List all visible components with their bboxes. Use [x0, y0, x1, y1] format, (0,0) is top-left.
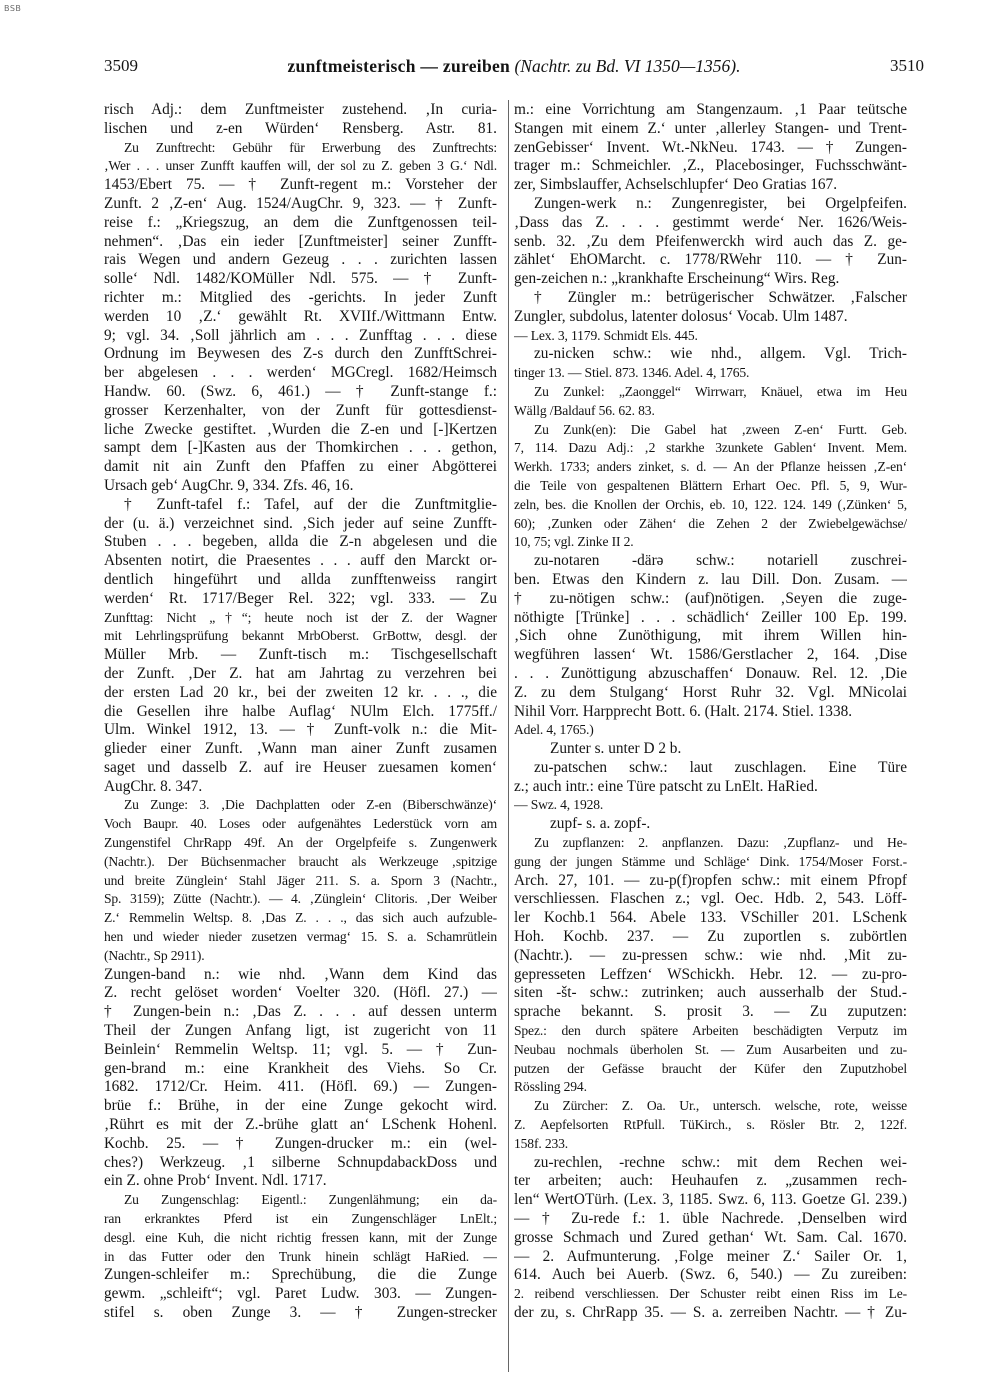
left-column-line: Zungen-band n.: wie nhd. ‚Wann dem Kind das [104, 965, 497, 983]
right-column-line: Werkh. 1733; anders zinket, s. d. — An der Pflanze heissen ‚Z-en‘ [514, 459, 907, 475]
left-column-line: ches?) Werkzeug. ‚1 silberne SchnupdabackDoss und [104, 1153, 497, 1171]
right-column-line: — † Zu-rede f.: 1. üble Nachrede. ‚Denselben wird [514, 1210, 907, 1228]
right-column-line: 60); ‚Zunken oder Zähen‘ die Zehen 2 der Zwiebelgewächse/ [514, 515, 907, 531]
right-column-line: tinger 13. — Stiel. 873. 1346. Adel. 4, 1765. [514, 365, 750, 381]
right-column-line: die Teile von gespaltenen Blättern Erhart Oec. Pfl. 5, 9, Wur- [514, 477, 907, 493]
right-column-line: 7, 114. Dazu Adj.: ‚2 starkhe 3zunkete Gablen‘ Invent. Mem. [514, 440, 907, 456]
right-column-line: zählet‘ EhOMarcht. c. 1778/RWehr 110. — † Zun- [514, 251, 907, 269]
left-column-line: Theil der Zungen Anfang ligt, ist zugericht von 11 [104, 1022, 497, 1040]
left-column-line: Zunft. 2 ‚Z-en‘ Aug. 1524/AugChr. 9, 323. — † Zunft- [104, 194, 497, 212]
left-column-line: rais Wegen und andern Gezeug . . . zurichten lassen [104, 251, 497, 269]
left-column-line: Zu Zungenschlag: Eigentl.: Zungenlähmung; ein da- [124, 1192, 497, 1208]
left-column-line: Zu Zunftrecht: Gebühr für Erwerbung des Zunftrechts: [124, 139, 497, 155]
left-column-line: grosser Kerzenhalter, von der Zunft für gottesdienst- [104, 401, 497, 419]
right-column-line: der zu, s. ChrRapp 35. — S. a. zerreiben Nachtr. — † Zu- [514, 1304, 907, 1321]
right-column-line: zeln, bes. die Knollen der Orchis, eb. 10, 122. 124. 149 (‚Zünken‘ 5, [514, 496, 907, 512]
left-column-line: Ordnung im Beywesen des Z-s durch den ZunfftSchrei- [104, 345, 497, 363]
left-column-line: damit nit ain Zunft den Pfaffen zu einer Abgötterei [104, 458, 497, 476]
right-column-line: Arch. 27, 101. — zu-p(f)ropfen schw.: mit einem Pfropf [514, 871, 907, 889]
right-column-line: senb. 32. ‚Zu dem Pfeifenwerckh wird auch das Z. ge- [514, 232, 907, 250]
left-column-line: liche Zwecke gestiftet. ‚Wurden die Z-en und [-]Kertzen [104, 420, 497, 438]
left-column-line: Kochb. 25. — † Zungen-drucker m.: ein (wel- [104, 1134, 497, 1152]
left-column-line: AugChr. 8. 347. [104, 777, 203, 795]
right-column-line: ler Kochb.1 564. Abele 133. VSchiller 201. LSchenk [514, 909, 907, 927]
left-text-column [104, 101, 497, 1371]
right-column-line: Spez.: den durch spätere Arbeiten beschädigten Verputz im [514, 1023, 907, 1039]
column-divider [508, 100, 509, 1372]
running-head-reference: (Nachtr. zu Bd. VI 1350—1356). [514, 56, 741, 76]
library-stamp: BSB [4, 4, 22, 13]
left-column-line: der (u. ä.) verzeichnet sind. ‚Sich jeder auf seine Zunfft- [104, 514, 497, 532]
right-column-line: Zu Zunk(en): Die Gabel hat ‚zween Z-en‘ Furtt. Geb. [534, 421, 907, 437]
right-column-line: Wällg /Baldauf 56. 62. 83. [514, 402, 655, 418]
right-column-line: Neubau nochmals überholen St. — Zum Ausarbeiten und zu- [514, 1041, 907, 1057]
left-column-line: saget und dasselb Z. auf ire Heuser zuesamen komen‘ [104, 758, 497, 776]
left-column-line: in das Futter oder den Trunk hinein schlägt HaRied. — [104, 1248, 497, 1264]
left-column-line: 9; vgl. 34. ‚Soll jährlich am . . . Zunfftag . . . diese [104, 326, 497, 344]
left-column-line: Zu Zunge: 3. ‚Die Dachplatten oder Z-en (Biberschwänze)‘ [124, 797, 497, 813]
right-column-line: zu-patschen schw.: laut zuschlagen. Eine Türe [534, 758, 907, 776]
right-column-line: 10, 75; vgl. Zinke II 2. [514, 534, 634, 550]
left-column-line: ein Z. ohne Prob‘ Invent. Ndl. 1717. [104, 1172, 327, 1190]
left-column-line: brüe f.: Brühe, in der eine Zunge gekocht wird. [104, 1097, 497, 1115]
right-column-line: z.; auch intr.: eine Türe patscht zu LnElt. HaRied. [514, 777, 818, 795]
left-column-line: Ulm. Winkel 1912, 13. — † Zunft-volk n.: die Mit- [104, 721, 497, 739]
right-column-line: † zu-nötigen schw.: (auf)nötigen. ‚Seyen die zuge- [514, 589, 907, 607]
left-column-line: desgl. eine Kuh, die nicht richtig fressen kann, mit der Zunge [104, 1229, 497, 1245]
right-column-line: wegführen lassen‘ Wt. 1586/Gerstlacher 2, 164. ‚Dise [514, 646, 907, 664]
right-column-line: Zunter s. unter D 2 b. [550, 740, 682, 758]
left-column-line: (Nachtr., Sp 2911). [104, 947, 205, 963]
left-column-line: gen-brand m.: eine Krankheit des Viehs. So Cr. [104, 1059, 497, 1077]
left-column-line: Zungen-schleifer m.: Sprechübung, die die Zunge [104, 1266, 497, 1284]
right-column-line: Z. zu dem Stulgang‘ Horst Ruhr 32. Vgl. MNicolai [514, 683, 907, 701]
left-column-line: stifel s. oben Zunge 3. — † Zungen-strecker [104, 1304, 497, 1321]
left-column-line: lischen und z-en Würden‘ Rensberg. Astr. 81. [104, 119, 497, 137]
right-column-line: — 2. Aufmunterung. ‚Folge meiner Z.‘ Sailer Or. 1, [514, 1247, 907, 1265]
right-column-line: — Lex. 3, 1179. Schmidt Els. 445. [514, 327, 698, 343]
right-column-line: sprache bekannt. S. prosit 3. — Zu zuputzen: [514, 1003, 907, 1021]
right-column-line: Zungler, subdolus, latenter dolosus‘ Vocab. Ulm 1487. [514, 307, 848, 325]
left-column-line: nehmen“. ‚Das ein ieder [Zunftmeister] seiner Zunfft- [104, 232, 497, 250]
right-column-line: zer, Simbslauffer, Achselschlupfer‘ Deo Gratias 167. [514, 176, 838, 194]
right-column-line: m.: eine Vorrichtung am Stangenzaum. ‚1 Paar teütsche [514, 101, 907, 118]
left-column-line: ‚Rührt es mit der Z.-brühe glatt an‘ LSchenk Hohenl. [104, 1116, 497, 1134]
left-column-line: der Zunft. ‚Der Z. hat am Jahrtag zu verzehren bei [104, 664, 497, 682]
left-column-line: und breite Zünglein‘ Stahl Jäger 211. S. a. Sporn 3 (Nachtr., [104, 872, 497, 888]
left-column-line: † Zunft-tafel f.: Tafel, auf der die Zunftmitglie- [124, 495, 497, 513]
left-column-line: Stuben . . . begeben, allda die Z-n abgelesen und die [104, 533, 497, 551]
left-column-line: Müller Mrb. — Zunft-tisch m.: Tischgesellschaft [104, 646, 497, 664]
left-column-line: ran erkranktes Pferd ist ein Zungenschläger LnElt.; [104, 1211, 497, 1227]
right-column-line: Adel. 4, 1765.) [514, 722, 594, 738]
right-column-line: Zu Zürcher: Z. Oa. Ur., untersch. welsche, rote, weisse [534, 1098, 907, 1114]
left-column-line: mit Lehrlingsprüfung bekannt MrbOberst. GrBottw, desgl. der [104, 628, 497, 644]
right-column-line: gung der jungen Stämme und Schläge‘ Dink. 1754/Moser Forst.- [514, 853, 907, 869]
left-column-line: Absenten notirt, die Praesentes . . . auff den Marckt or- [104, 552, 497, 570]
right-column-line: 614. Auch bei Auerb. (Swz. 6, 540.) — Zu zureiben: [514, 1266, 907, 1284]
running-head [104, 56, 924, 77]
right-column-line: Zungen-werk n.: Zungenregister, bei Orgelpfeifen. [534, 194, 907, 212]
left-column-line: † Zungen-bein n.: ‚Das Z. . . . auf dessen unterm [104, 1003, 497, 1021]
right-column-line: 2. reibend verschliessen. Der Schuster reibt einen Riss im Le- [514, 1286, 907, 1302]
right-column-line: 158f. 233. [514, 1135, 569, 1151]
left-column-line: Ursach geb‘ AugChr. 9, 334. Zfs. 46, 16. [104, 476, 354, 494]
left-column-line: glieder einer Zunft. ‚Wann man ainer Zunft zusamen [104, 740, 497, 758]
right-column-line: (Nachtr.). — zu-pressen schw.: wie nhd. ‚Mit zu- [514, 946, 907, 964]
left-column-line: hen und wieder nieder zusetzen vermag‘ 15. S. a. Schamrütlein [104, 929, 497, 945]
right-column-line: zu-notaren -därə schw.: notariell zuschrei- [534, 552, 907, 570]
left-column-line: Handw. 60. (Swz. 6, 461.) — † Zunft-stange f.: [104, 382, 497, 400]
right-column-line: putzen der Gefässe braucht der Küfer den Zuputzhobel [514, 1060, 907, 1076]
left-column-line: reise f.: „Kriegszug, an dem die Zunftgenossen teil- [104, 213, 497, 231]
right-column-line: gen-zeichen n.: „krankhafte Erscheinung“ Wirs. Reg. [514, 270, 840, 288]
left-column-line: die Gesellen ihre halbe Auflag‘ NUlm Elch. 1775ff./ [104, 702, 497, 720]
right-column-line: zu-rechlen, -rechne schw.: mit dem Rechen wei- [534, 1153, 907, 1171]
right-column-line: ter arbeiten; auch: Heuhaufen z. „zusammen rech- [514, 1172, 907, 1190]
left-column-line: der ersten Lad 20 kr., bei der zweiten 12 kr. . . ., die [104, 683, 497, 701]
left-column-line: Z.‘ Remmelin Weltsp. 8. ‚Das Z. . . ., das sich auch aufzuble- [104, 910, 497, 926]
left-column-line: 1682. 1712/Cr. Heim. 411. (Höfl. 69.) — Zungen- [104, 1078, 497, 1096]
left-column-line: dentlich hingeführt und allda zunfftenweiss rangirt [104, 570, 497, 588]
right-column-line: Nihil Vorr. Harpprecht Bott. 6. (Halt. 2174. Stiel. 1338. [514, 702, 853, 720]
right-column-line: Z. Aepfelsorten RtPfull. TüKirch., s. Rösler Btr. 2, 122f. [514, 1117, 907, 1133]
left-column-line: Z. recht gelöset worden‘ Voelter 320. (Höfl. 27.) — [104, 984, 497, 1002]
left-column-line: solle‘ Ndl. 1482/KOMüller Ndl. 575. — † Zunft- [104, 270, 497, 288]
right-column-line: ‚Sich ohne Zunöthigung, mit ihrem Willen hin- [514, 627, 907, 645]
left-page-number: 3509 [104, 56, 138, 75]
left-column-line: werden‘ Rt. 1717/Beger Rel. 322; vgl. 333. — Zu [104, 589, 497, 607]
page-header [104, 56, 924, 84]
right-column-line: ben. Etwas den Kindern z. lau Dill. Don. Zusam. — [514, 570, 907, 588]
right-column-line: ‚Dass das Z. . . . gestimmt werde‘ Ner. 1626/Weis- [514, 213, 907, 231]
left-column-line: werden 10 ‚Z.‘ gewählt Rt. XVIIf./Wittmann Entw. [104, 307, 497, 325]
right-page-number: 3510 [890, 56, 924, 75]
right-column-line: verschliessen. Flaschen z.; vgl. Oec. Hdb. 2, 543. Löff- [514, 890, 907, 908]
left-column-line: Zungenstifel ChrRapp 49f. An der Orgelpfeife s. Zungenwerk [104, 835, 497, 851]
left-column-line: sampt dem [-]Kasten aus der Thomkirchen . . . gethon, [104, 439, 497, 457]
right-column-line: Rössling 294. [514, 1079, 587, 1095]
right-column-line: len“ WertOTürh. (Lex. 3, 1185. Swz. 6, 113. Goetze Gl. 239.) [514, 1191, 907, 1209]
right-column-line: Stangen mit einem Z.‘ unter ‚allerley Stangen- und Trent- [514, 119, 907, 137]
left-column-line: Beinlein‘ Remmelin Weltsp. 11; vgl. 5. — † Zun- [104, 1040, 497, 1058]
right-column-line: Zu Zunkel: „Zaonggel“ Wirrwarr, Knäuel, etwa im Heu [534, 383, 907, 399]
right-column-line: gepresseten Leffzen‘ WSchickh. Hebr. 12. — zu-pro- [514, 965, 907, 983]
right-column-line: zupf- s. a. zopf-. [550, 815, 651, 833]
right-column-line: . . . Zunöttigung abzuschaffen‘ Donauw. Rel. 12. ‚Die [514, 664, 907, 682]
right-column-line: siten -št- schw.: zutrinken; auch ausserhalb der Stud.- [514, 984, 907, 1002]
right-column-line: zenGebisser‘ Invent. Wt.-NkNeu. 1743. — † Zungen- [514, 138, 907, 156]
left-column-line: ber abgelesen . . . werden‘ MGCregl. 1682/Heimsch [104, 364, 497, 382]
right-column-line: trager m.: Schmeichler. ‚Z., Placebosinger, Fuchsschwänt- [514, 157, 907, 175]
running-head-title: zunftmeisterisch — zureiben [287, 56, 511, 76]
left-column-line: gewm. „schleift“; vgl. Paret Ludw. 303. — Zungen- [104, 1285, 497, 1303]
right-column-line: grosse Schmach und Zured gethan‘ Wt. Sam. Cal. 1670. [514, 1228, 907, 1246]
right-text-column [514, 101, 907, 1371]
left-column-line: ‚Wer . . . unser Zunfft kauffen will, der sol zu Z. geben 3 G.‘ Ndl. [104, 158, 497, 174]
right-column-line: nöthigte [Trünke] . . . schädlich‘ Zeiller 100 Ep. 199. [514, 608, 907, 626]
left-column-line: Zunfttag: Nicht „†“; heute noch ist der Z. der Wagner [104, 609, 497, 625]
left-column-line: (Nachtr.). Der Büchsenmacher braucht als Werkzeuge ‚spitzige [104, 853, 497, 869]
right-column-line: Zu zupflanzen: 2. anpflanzen. Dazu: ‚Zupflanz- und He- [534, 835, 907, 851]
right-column-line: zu-nicken schw.: wie nhd., allgem. Vgl. Trich- [534, 345, 907, 363]
left-column-line: richter m.: Mitglied des -gerichts. In jeder Zunft [104, 288, 497, 306]
right-column-line: † Züngler m.: betrügerischer Schwätzer. ‚Falscher [534, 288, 907, 306]
left-column-line: Sp. 3159); Zütte (Nachtr.). — 4. ‚Zünglein‘ Clitoris. ‚Der Weiber [104, 891, 497, 907]
left-column-line: Voch Baupr. 40. Loses oder aufgenähtes Lederstück vorn am [104, 816, 497, 832]
left-column-line: risch Adj.: dem Zunftmeister zustehend. ‚In curia- [104, 101, 497, 118]
left-column-line: 1453/Ebert 75. — † Zunft-regent m.: Vorsteher der [104, 176, 497, 194]
right-column-line: Hoh. Kochb. 237. — Zu zuportlen s. zubörtlen [514, 928, 907, 946]
right-column-line: — Swz. 4, 1928. [514, 797, 604, 813]
